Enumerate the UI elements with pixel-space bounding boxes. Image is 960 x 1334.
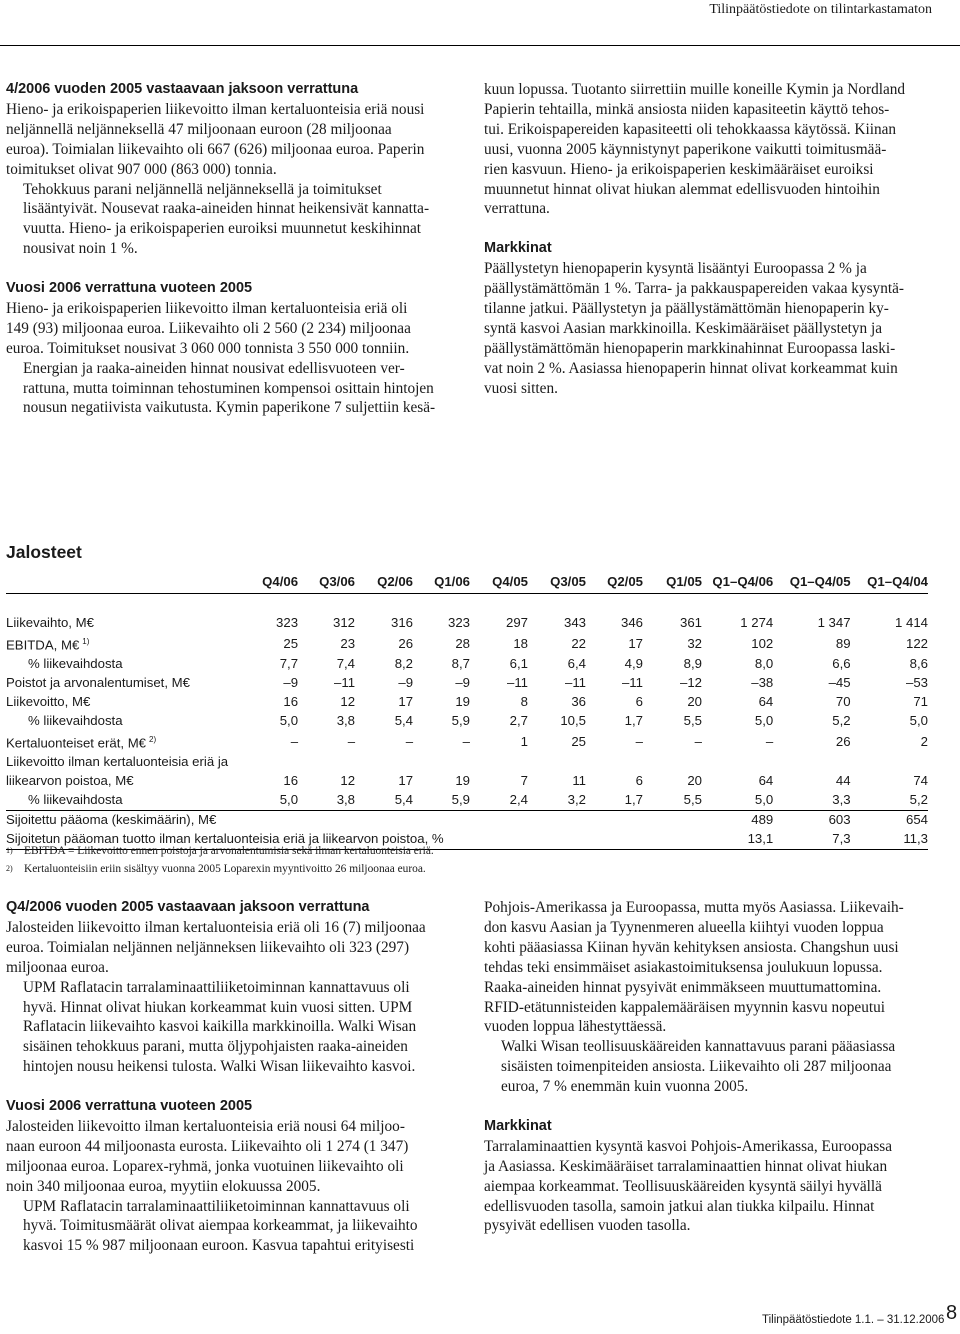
table-cell: 5,0 (909, 712, 928, 728)
table-cell: 7,7 (279, 656, 299, 672)
text-line: tui. Erikoispapereiden kapasiteetti oli tehokkaassa käytössä. Kiinan (484, 120, 897, 138)
table-cell: 8,7 (451, 656, 471, 672)
text-line: tilanne jatkui. Päällystetyn ja päällystämättömän hienopaperin ky- (484, 299, 889, 317)
table-cell: –38 (751, 675, 774, 691)
table-cell (298, 753, 355, 772)
text-line: ja Aasiassa. Keskimääräiset tarralaminaattien hinnat olivat hiukan (484, 1157, 888, 1175)
text-line: Walki Wisan teollisuuskääreiden kannattavuus parani pääasiassa (501, 1038, 896, 1056)
row-label-text: Poistot ja arvonalentumiset, M€ (6, 675, 190, 691)
column-bottom-right (484, 898, 944, 1236)
annual-row (6, 810, 928, 829)
text-line: hyvä. Hinnat olivat hiukan korkeammat kuin vuosi sitten. UPM (23, 998, 413, 1016)
text-line: vuutta. Hieno- ja erikoispaperien euroiksi muunnetut keskihinnat (23, 220, 422, 238)
column-header: Q2/06 (355, 572, 413, 594)
row-label-text: Kertaluonteiset erät, M€ (6, 735, 147, 751)
table-cell: 2,4 (470, 791, 528, 810)
paragraph (484, 1037, 944, 1097)
table-cell: –11 (334, 675, 356, 691)
column-header: Q1–Q4/06 (702, 572, 773, 594)
table-cell (240, 753, 298, 772)
table-cell: 20 (687, 694, 703, 710)
table-cell: 20 (687, 773, 703, 789)
table-cell: 18 (513, 635, 529, 651)
table-cell: 5,9 (451, 712, 471, 728)
text-line: euroa. Toimialan neljännen neljänneksen liikevaihto oli 323 (297) (6, 938, 410, 956)
row-label-text: Liikevoitto ilman kertaluonteisia eriä ja (6, 754, 229, 770)
table-cell: 26 (835, 733, 851, 749)
table-title: Jalosteet (6, 542, 82, 562)
text-line: RFID-etätunnisteiden kappalemääräisen myynnin kasvu nopeutui (484, 998, 886, 1016)
text-line: neljännellä neljänneksellä 47 miljoonaan euroon (28 miljoonaa (6, 120, 392, 138)
paragraph (6, 299, 456, 359)
footnote-mark: 2) (6, 864, 13, 873)
column-header: Q3/06 (298, 572, 355, 594)
table-cell: 19 (455, 694, 471, 710)
table-cell: 11,3 (851, 830, 928, 849)
text-line: don kasvu Aasian ja Tyynenmeren alueella kiihtyi vuoden loppua (484, 918, 884, 936)
table-cell: 5,9 (413, 791, 470, 810)
paragraph-gap (6, 1077, 456, 1097)
table-cell: 25 (283, 635, 299, 651)
table-cell: 8,0 (754, 656, 774, 672)
text-line: UPM Raflatacin tarralaminaattiliiketoiminnan kannattavuus oli (23, 1197, 410, 1215)
table-cell: 654 (851, 810, 928, 829)
paragraph (6, 918, 456, 978)
text-line: kasvoi 15 % 987 miljoonaan euroon. Kasvua tapahtui erityisesti (23, 1237, 415, 1255)
table-row (6, 712, 928, 731)
table-cell: –9 (283, 675, 299, 691)
table-cell: 3,8 (336, 712, 356, 728)
table-cell: 74 (913, 773, 928, 789)
table-cell: 8 (520, 694, 529, 710)
table-cell: 10,5 (560, 712, 587, 728)
text-line: naan euroon 44 miljoonasta eurosta. Liikevaihto oli 1 274 (1 347) (6, 1137, 409, 1155)
table-cell: 5,0 (279, 712, 299, 728)
table-cell: 70 (835, 694, 851, 710)
row-label (6, 731, 240, 753)
row-label-text: Liikevaihto, M€ (6, 615, 94, 630)
paragraph (6, 1197, 456, 1257)
table-cell: 12 (340, 694, 356, 710)
table-cell: 8,6 (909, 656, 928, 672)
text-line: syntä kasvoi Aasian markkinoilla. Keskimääräiset päällystetyn ja (484, 319, 883, 337)
table-cell: – (765, 733, 774, 749)
table-cell: 19 (455, 773, 471, 789)
table-cell: 6 (635, 773, 643, 789)
table-cell: 102 (751, 635, 774, 651)
text-line: rien kasvuun. Hieno- ja erikoispaperien keskimääräiset euroiksi (484, 160, 874, 178)
table-cell: – (694, 733, 703, 749)
row-label: Sijoitettu pääoma (keskimäärin), M€ (6, 810, 702, 829)
table-cell: 26 (398, 635, 414, 651)
table-cell: 25 (571, 733, 587, 749)
text-line: sisäinen tehokkuus parani, mutta öljypohjaisten raaka-aineiden (23, 1038, 408, 1056)
text-line: rattuna, mutta toiminnan tehostuminen kompensoi osittain hintojen (23, 379, 434, 397)
table-cell: 5,5 (643, 791, 702, 810)
table-cell: 6 (635, 694, 643, 710)
section-heading: Q4/2006 vuoden 2005 vastaavaan jaksoon verrattuna (6, 899, 370, 915)
text-line: Hieno- ja erikoispaperien liikevoitto ilman kertaluonteisia eriä nousi (6, 100, 425, 118)
table-cell: 23 (340, 635, 356, 651)
table-cell: –11 (564, 675, 587, 691)
text-line: miljoonaa euroa. Loparex-ryhmä, jonka vuotuinen liikevaihto oli (6, 1157, 404, 1175)
text-line: UPM Raflatacin tarralaminaattiliiketoiminnan kannattavuus oli (23, 978, 410, 996)
section-heading: Markkinat (484, 1117, 552, 1134)
text-line: hyvä. Toimitusmäärät olivat aiempaa korkeammat, ja liikevaihto (23, 1217, 418, 1235)
column-header: Q1/06 (413, 572, 470, 594)
row-label: Sijoitetun pääoman tuotto ilman kertaluonteisia eriä ja liikearvon poistoa, % (6, 830, 702, 849)
text-line: vuoden loppua lähestyttäessä. (484, 1018, 667, 1036)
table-cell: 5,2 (851, 791, 928, 810)
table-cell: 6,6 (832, 656, 851, 672)
table-cell: 89 (835, 635, 851, 651)
section-heading: Vuosi 2006 verrattuna vuoteen 2005 (6, 280, 253, 297)
row-label-text: % liikevaihdosta (28, 712, 123, 728)
table-cell: 7,3 (773, 830, 850, 849)
row-label (6, 674, 240, 693)
table-cell: – (635, 733, 643, 749)
table-cell: 312 (333, 615, 356, 630)
column-header: Q1/05 (643, 572, 702, 594)
column-header: Q1–Q4/04 (851, 572, 928, 594)
paragraph-gap (6, 259, 456, 279)
table-cell: 5,0 (702, 791, 773, 810)
table-cell: 5,4 (394, 712, 414, 728)
table-cell: –45 (828, 675, 851, 691)
table-cell: 16 (283, 773, 299, 789)
table-cell: 361 (680, 615, 703, 630)
table-row (6, 693, 928, 712)
table-cell: 12 (340, 773, 356, 789)
table-cell: 3,3 (773, 791, 850, 810)
text-line: euroa, 7 % enemmän kuin vuonna 2005. (501, 1078, 749, 1096)
column-top-left (6, 80, 456, 418)
table-cell: 11 (572, 773, 587, 789)
table-cell: 71 (913, 694, 928, 710)
text-line: Jalosteiden liikevoitto ilman kertaluonteisia eriä nousi 64 miljoo- (6, 1117, 405, 1135)
row-label (6, 693, 240, 712)
text-line: Tehokkuus parani neljännellä neljänneksellä ja toimitukset (23, 180, 382, 198)
table-cell: 3,2 (528, 791, 586, 810)
table-cell: 1 414 (894, 615, 928, 630)
footnote-mark: 1) (6, 846, 13, 855)
table-header-row (6, 572, 928, 594)
table-cell (851, 753, 928, 772)
paragraph (6, 359, 456, 419)
table-cell (643, 753, 702, 772)
table-cell: 7 (520, 773, 529, 789)
footnote-text: Kertaluonteisiin eriin sisältyy vuonna 2005 Loparexin myyntivoitto 26 miljoonaa euroa. (24, 863, 426, 875)
row-label (6, 753, 240, 772)
table-cell: –11 (621, 675, 643, 691)
column-header: Q4/05 (470, 572, 528, 594)
table-cell: –9 (455, 675, 471, 691)
table-cell: –9 (398, 675, 414, 691)
text-line: miljoonaa euroa. (6, 958, 109, 976)
table-cell: 44 (835, 773, 851, 789)
table-cell: 3,8 (298, 791, 355, 810)
table-cell: 6,1 (509, 656, 529, 672)
text-line: euroa). Toimialan liikevaihto oli 667 (626) miljoonaa euroa. Paperin (6, 140, 425, 158)
table-row (6, 633, 928, 655)
text-line: edellisvuoden tasolla, samoin jatkui alan tiukka kilpailu. Hinnat (484, 1197, 875, 1215)
text-line: Pohjois-Amerikassa ja Euroopassa, mutta myös Aasiassa. Liikevaih- (484, 899, 904, 916)
text-line: Päällystetyn hienopaperin kysyntä lisääntyi Euroopassa 2 % ja (484, 260, 867, 278)
row-label (6, 712, 240, 731)
footnote-marker: 1) (82, 636, 90, 646)
row-label-text: Liikevoitto, M€ (6, 694, 91, 710)
text-line: Jalosteiden liikevoitto ilman kertaluonteisia eriä oli 16 (7) miljoonaa (6, 918, 426, 936)
text-line: vuosi sitten. (484, 379, 558, 397)
text-line: nousivat noin 1 %. (23, 240, 138, 258)
table-cell: 323 (276, 615, 299, 630)
table-cell: 5,4 (355, 791, 413, 810)
table-cell: 122 (905, 635, 928, 651)
paragraph (484, 898, 944, 1037)
text-line: tehdas teki ensimmäiset asiakastoimituksensa joulukuun lopussa. (484, 958, 883, 976)
text-line: verrattuna. (484, 200, 550, 218)
footnote-text: EBITDA = Liikevoitto ennen poistoja ja arvonalentumisia sekä ilman kertaluonteisia eriä. (24, 845, 434, 857)
text-line: pysyivät edellisen vuoden tasolla. (484, 1217, 691, 1235)
table-cell: 36 (571, 694, 587, 710)
text-line: kuun lopussa. Tuotanto siirrettiin muille koneille Kymin ja Nordland (484, 81, 906, 98)
table-cell: 1 274 (740, 615, 774, 630)
table-cell: 64 (758, 773, 774, 789)
table-cell (773, 753, 850, 772)
table-row (6, 753, 928, 772)
footnote (6, 842, 434, 860)
text-line: päällystämättömän hienopaperin markkinahinnat Euroopassa laski- (484, 339, 896, 357)
table-row (6, 731, 928, 753)
footnotes (6, 842, 434, 878)
table-cell: 7,4 (336, 656, 356, 672)
table-cell (355, 753, 413, 772)
table-cell: – (347, 733, 356, 749)
table-cell: 297 (506, 615, 529, 630)
text-line: hintojen nousu heikensi tulosta. Walki Wisan liikevaihto kasvoi. (23, 1058, 416, 1076)
footer-text: Tilinpäätöstiedote 1.1. – 31.12.2006 (762, 1314, 945, 1326)
table-cell (586, 753, 643, 772)
table-cell (528, 753, 586, 772)
table-cell: – (462, 733, 471, 749)
text-line: uusi, vuonna 2005 käynnistynyt paperikone vaikutti toimitusmää- (484, 140, 887, 158)
table-cell: 17 (628, 635, 643, 651)
table-cell: 1,7 (586, 791, 643, 810)
text-line: päällystämättömän 1 %. Tarra- ja pakkauspapereiden vakaa kysyntä- (484, 280, 904, 298)
table-row (6, 674, 928, 693)
table-cell: – (290, 733, 299, 749)
table-cell: 489 (702, 810, 773, 829)
text-line: Hieno- ja erikoispaperien liikevoitto ilman kertaluonteisia eriä oli (6, 299, 408, 317)
header-rule (0, 45, 960, 46)
text-line: aiempaa korkeammat. Teollisuuskääreiden kysyntä säilyi hyvällä (484, 1177, 882, 1195)
table-cell: 5,5 (683, 712, 703, 728)
paragraph-gap (484, 219, 944, 239)
table-cell: 17 (398, 694, 414, 710)
table-cell: 5,0 (240, 791, 298, 810)
row-label-text: % liikevaihdosta (28, 656, 123, 672)
table-cell: 603 (773, 810, 850, 829)
section-heading: 4/2006 vuoden 2005 vastaavaan jaksoon verrattuna (6, 81, 359, 97)
table-cell: –11 (506, 675, 529, 691)
running-header: Tilinpäätöstiedote on tilintarkastamaton (709, 2, 932, 17)
text-line: Tarralaminaattien kysyntä kasvoi Pohjois-Amerikassa, Euroopassa (484, 1137, 893, 1155)
text-line: muunnetut hinnat olivat hiukan alemmat edellisvuoden hintoihin (484, 180, 880, 198)
table-cell (702, 753, 773, 772)
column-header: Q1–Q4/05 (773, 572, 850, 594)
row-label (6, 655, 240, 674)
row-label-text: EBITDA, M€ (6, 637, 80, 653)
row-label (6, 633, 240, 655)
text-line: noin 340 miljoonaa euroa, myytiin elokuussa 2005. (6, 1177, 321, 1195)
table-cell: 316 (391, 615, 414, 630)
paragraph (484, 259, 944, 398)
text-line: nousun negatiivista vaikutusta. Kymin paperikone 7 suljettiin kesä- (23, 399, 436, 417)
text-line: kohti pääasiassa Kiinan hyvän kehityksen ansiosta. Changshun uusi (484, 938, 899, 956)
section-heading: Vuosi 2006 verrattuna vuoteen 2005 (6, 1098, 253, 1115)
table-cell: 5,0 (754, 712, 774, 728)
table-cell (470, 753, 528, 772)
text-line: toimitukset olivat 907 000 (863 000) tonnia. (6, 160, 277, 178)
text-line: euroa. Toimitukset nousivat 3 060 000 tonnista 3 550 000 tonniin. (6, 339, 410, 357)
jalosteet-table (6, 572, 928, 850)
table-cell: –12 (680, 675, 703, 691)
table-cell: 2 (920, 733, 928, 749)
section-heading: Markkinat (484, 240, 552, 257)
table-cell: 5,2 (832, 712, 851, 728)
table-cell: 1,7 (624, 712, 643, 728)
spacer-row (6, 594, 928, 615)
column-bottom-left (6, 898, 456, 1256)
table-row (6, 614, 928, 633)
paragraph (6, 978, 456, 1078)
table-cell: 8,2 (394, 656, 414, 672)
footnote-marker: 2) (149, 734, 157, 744)
table-cell: 17 (398, 773, 414, 789)
text-line: Energian ja raaka-aineiden hinnat nousivat edellisvuoteen ver- (23, 359, 405, 377)
row-label-text: % liikevaihdosta (28, 791, 123, 807)
text-line: vat noin 2 %. Aasiassa hienopaperin hinnat olivat korkeammat kuin (484, 359, 898, 377)
table-cell: 2,7 (509, 712, 529, 728)
table-row (6, 772, 928, 791)
column-header: Q4/06 (240, 572, 298, 594)
table-cell: 6,4 (567, 656, 587, 672)
footnote (6, 860, 434, 878)
page-number: 8 (946, 1302, 958, 1324)
table-cell: – (405, 733, 414, 749)
table-cell: 22 (571, 635, 587, 651)
text-line: Papierin tehtailla, minkä ansiosta niiden kapasiteetin käyttö tehos- (484, 100, 890, 118)
table-cell: 28 (455, 635, 471, 651)
text-line: Raaka-aineiden hinnat pysyivät enimmäkseen muuttumattomina. (484, 978, 882, 996)
table-cell: 64 (758, 694, 774, 710)
table-cell: 1 (520, 733, 529, 749)
column-header: Q2/05 (586, 572, 643, 594)
paragraph (484, 80, 944, 219)
row-label (6, 791, 240, 810)
table-cell: 323 (448, 615, 471, 630)
table-cell (413, 753, 470, 772)
table-cell: –53 (905, 675, 928, 691)
row-label-text: liikearvon poistoa, M€ (6, 773, 134, 789)
paragraph (6, 180, 456, 260)
paragraph (6, 1117, 456, 1197)
column-top-right (484, 80, 944, 398)
paragraph (6, 100, 456, 180)
table-cell: 8,9 (683, 656, 703, 672)
table-cell: 1 347 (817, 615, 851, 630)
table-cell: 13,1 (702, 830, 773, 849)
text-line: lisääntyivät. Nousevat raaka-aineiden hinnat heikensivät kannatta- (23, 200, 430, 218)
paragraph-gap (484, 1097, 944, 1117)
paragraph (484, 1137, 944, 1237)
row-label (6, 772, 240, 791)
column-header: Q3/05 (528, 572, 586, 594)
text-line: Raflatacin liikevaihto kasvoi kaikilla markkinoilla. Walki Wisan (23, 1018, 417, 1036)
table-cell: 16 (283, 694, 299, 710)
text-line: 149 (93) miljoonaa euroa. Liikevaihto oli 2 560 (2 234) miljoonaa (6, 319, 411, 337)
table-cell: 346 (620, 615, 643, 630)
table-cell: 4,9 (624, 656, 643, 672)
table-cell: 343 (564, 615, 587, 630)
table-row (6, 655, 928, 674)
text-line: sisäisten toimenpiteiden ansiosta. Liikevaihto oli 287 miljoonaa (501, 1058, 892, 1076)
table-cell: 32 (687, 635, 703, 651)
table-row (6, 791, 928, 810)
row-label (6, 614, 240, 633)
